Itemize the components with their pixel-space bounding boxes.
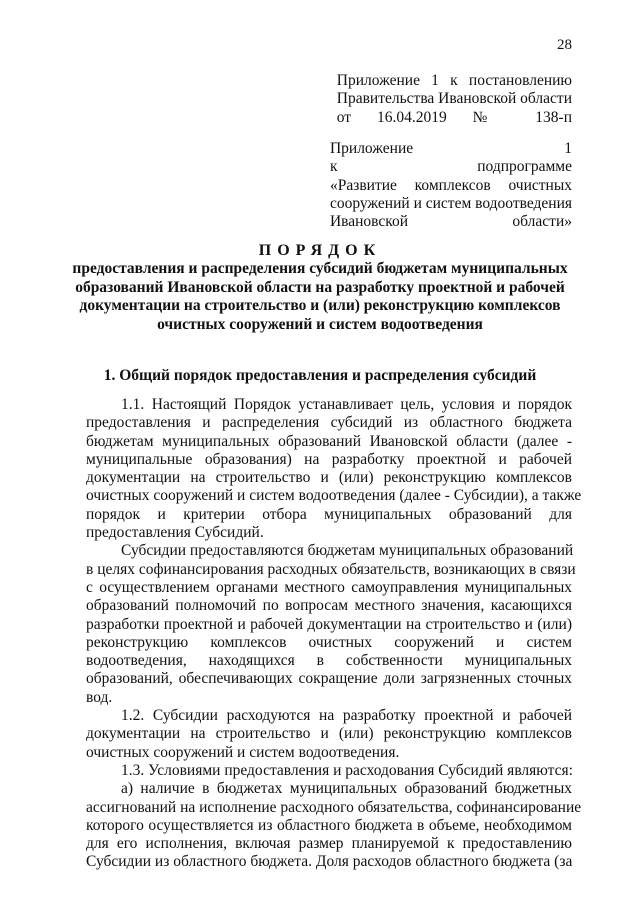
appendix-sub-line: Ивановской области»: [329, 213, 572, 231]
page-number: 28: [557, 37, 572, 53]
paragraph-condition-a: [86, 780, 582, 871]
text-line: очистных сооружений и систем водоотведения (далее - Субсидии), а также: [86, 487, 582, 505]
subtitle-line: образований Ивановской области на разработку проектной и рабочей: [75, 278, 565, 296]
subtitle-line: очистных сооружений и систем водоотведения: [157, 316, 483, 334]
text-line: Субсидии из областного бюджета. Доля расходов областного бюджета (за: [86, 853, 573, 871]
subtitle-line: предоставления и распределения субсидий бюджетам муниципальных: [72, 260, 568, 277]
appendix-sub-line: сооружений и систем водоотведения: [329, 194, 572, 212]
appendix-sub-line: Приложение 1: [329, 140, 572, 157]
section-heading: 1. Общий порядок предоставления и распределения субсидий: [103, 367, 537, 384]
text-line: а) наличие в бюджетах муниципальных образований бюджетных: [121, 780, 572, 798]
appendix-main-line: Правительства Ивановской области: [336, 90, 572, 108]
text-line: 1.2. Субсидии расходуются на разработку проектной и рабочей: [121, 707, 572, 725]
appendix-main-line: Приложение 1 к постановлению: [336, 72, 572, 89]
appendix-main-line: от 16.04.2019 № 138-п: [336, 108, 572, 126]
paragraph-1-1: [86, 396, 582, 542]
text-line: предоставления Субсидий.: [86, 524, 264, 542]
text-line: 1.3. Условиями предоставления и расходования Субсидий являются:: [121, 761, 573, 779]
text-line: реконструкцию комплексов очистных сооружений и систем: [86, 633, 572, 651]
text-line: документации на строительство и (или) реконструкцию комплексов: [86, 725, 572, 743]
text-line: 1.1. Настоящий Порядок устанавливает цель, условия и порядок: [121, 396, 572, 413]
text-line: которого осуществляется из областного бюджета в объеме, необходимом: [86, 816, 572, 834]
document-subtitle: [70, 260, 570, 335]
text-line: для его исполнения, включая размер планируемой к предоставлению: [86, 835, 572, 853]
text-line: бюджетам муниципальных образований Ивановской области (далее -: [86, 432, 572, 450]
text-line: муниципальные образования) на разработку проектной и рабочей: [86, 450, 572, 468]
appendix-sub-line: к подпрограмме: [329, 158, 572, 176]
text-line: предоставления и распределения субсидий из областного бюджета: [86, 414, 572, 432]
text-line: Субсидии предоставляются бюджетам муниципальных образований: [121, 542, 574, 560]
text-line: с осуществлением органами местного самоуправления муниципальных: [86, 578, 572, 596]
text-line: водоотведения, находящихся в собственности муниципальных: [86, 652, 572, 670]
text-line: вод.: [86, 688, 113, 706]
paragraph-1-2: [86, 707, 572, 762]
text-line: очистных сооружений и систем водоотведения.: [86, 743, 400, 761]
subtitle-line: документации на строительство и (или) реконструкцию комплексов: [79, 297, 561, 315]
appendix-main-block: [337, 72, 572, 127]
paragraph-1-3: [86, 762, 572, 780]
appendix-sub-block: [330, 140, 572, 231]
appendix-sub-line: «Развитие комплексов очистных: [329, 176, 572, 194]
text-line: ассигнований на исполнение расходного обязательства, софинансирование: [86, 798, 582, 816]
text-line: документации на строительство и (или) реконструкцию комплексов: [86, 469, 572, 487]
text-line: в целях софинансирования расходных обязательств, возникающих в связи: [86, 560, 576, 578]
document-title: ПОРЯДОК: [258, 242, 382, 259]
text-line: образований полномочий по вопросам местного значения, касающихся: [86, 597, 572, 615]
paragraph-subsidies-purpose: [86, 542, 576, 707]
text-line: порядок и критерии отбора муниципальных образований для: [86, 505, 572, 523]
text-line: разработки проектной и рабочей документации на строительство и (или): [86, 615, 572, 633]
text-line: образований, обеспечивающих сокращение доли загрязненных сточных: [86, 670, 572, 688]
body-text: [86, 396, 582, 872]
